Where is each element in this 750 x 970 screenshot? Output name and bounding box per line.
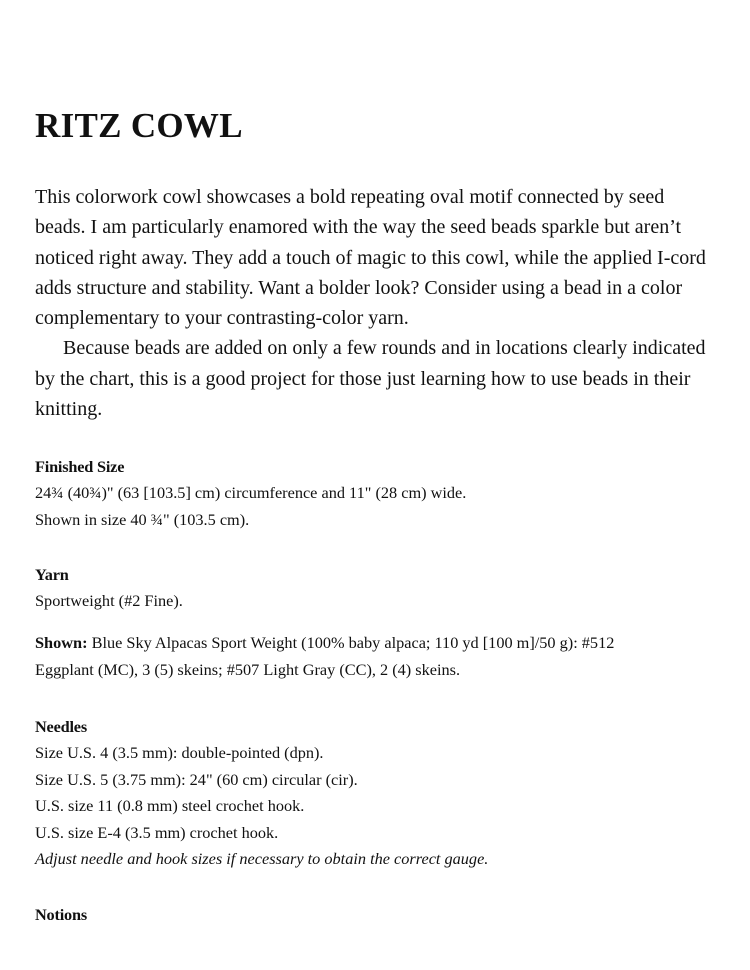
page-title: RITZ COWL — [35, 106, 243, 145]
yarn-shown-text-2: Eggplant (MC), 3 (5) skeins; #507 Light Gray (CC), 2 (4) skeins. — [35, 659, 461, 679]
notions-heading: Notions — [35, 905, 87, 924]
finished-size-line-2: Shown in size 40 ¾" (103.5 cm). — [35, 509, 250, 529]
yarn-shown-label: Shown: — [35, 633, 88, 652]
intro-paragraph-1: This colorwork cowl showcases a bold repeating oval motif connected by seed beads. I am particularly enamored with the way the seed beads sparkle but aren’t noticed right away. They add a touch of magic to this cowl, while the applied I-cord adds structure and stability. Want a bolder look? Consider using a bead in a color complementary to your contrasting-color yarn. — [35, 186, 706, 330]
finished-size-heading: Finished Size — [35, 457, 125, 476]
finished-size-line-1: 24¾ (40¾)" (63 [103.5] cm) circumference and 11" (28 cm) wide. — [35, 483, 467, 503]
yarn-section — [35, 562, 715, 615]
finished-size-section — [35, 454, 715, 533]
yarn-shown-block — [35, 630, 715, 683]
needles-heading: Needles — [35, 717, 87, 736]
needles-line-1: Size U.S. 4 (3.5 mm): double-pointed (dpn). — [35, 743, 324, 763]
needles-line-4: U.S. size E-4 (3.5 mm) crochet hook. — [35, 822, 279, 842]
yarn-shown-line-1 — [35, 630, 715, 657]
yarn-heading: Yarn — [35, 565, 69, 584]
yarn-weight-line: Sportweight (#2 Fine). — [35, 591, 183, 611]
needles-section — [35, 714, 715, 872]
intro-text — [35, 182, 707, 424]
yarn-shown-text-1: Blue Sky Alpacas Sport Weight (100% baby alpaca; 110 yd [100 m]/50 g): #512 — [91, 633, 615, 652]
needles-gauge-note: Adjust needle and hook sizes if necessary to obtain the correct gauge. — [35, 849, 489, 869]
needles-line-3: U.S. size 11 (0.8 mm) steel crochet hook. — [35, 796, 305, 816]
intro-paragraph-2: Because beads are added on only a few rounds and in locations clearly indicated by the chart, this is a good project for those just learning how to use beads in their knitting. — [35, 337, 706, 421]
needles-line-2: Size U.S. 5 (3.75 mm): 24" (60 cm) circular (cir). — [35, 769, 358, 789]
notions-section — [35, 902, 715, 928]
